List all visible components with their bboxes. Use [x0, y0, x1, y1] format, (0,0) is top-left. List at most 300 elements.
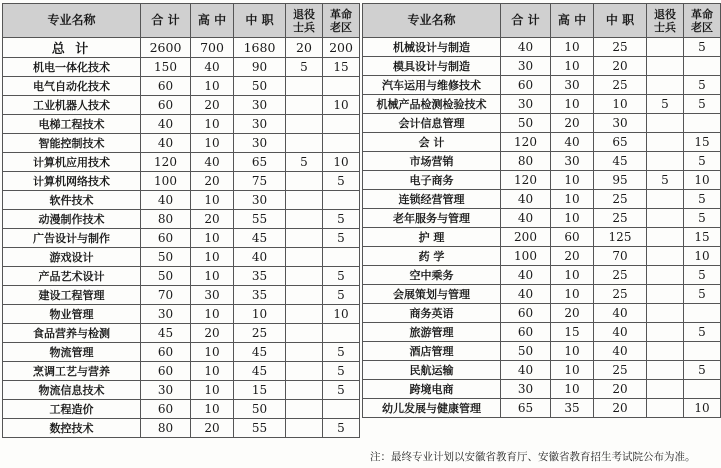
- major-name-cell: 物流管理: [3, 343, 141, 362]
- header-high-school: 高 中: [191, 4, 234, 38]
- revolutionary-area-cell: 15: [323, 58, 360, 77]
- header-vocational: 中 职: [594, 4, 647, 38]
- major-name-cell: 动漫制作技术: [3, 210, 141, 229]
- veterans-cell: [286, 305, 323, 324]
- high-school-cell: 10: [191, 305, 234, 324]
- veterans-cell: 5: [647, 95, 684, 114]
- table-row: [3, 419, 360, 438]
- header-high-school: 高 中: [551, 4, 594, 38]
- total-cell: 80: [141, 419, 191, 438]
- major-name-cell: 物业管理: [3, 305, 141, 324]
- vocational-cell: 25: [594, 285, 647, 304]
- table-row: [3, 248, 360, 267]
- major-name-cell: 连锁经营管理: [363, 190, 501, 209]
- table-row: [3, 343, 360, 362]
- veterans-cell: [286, 96, 323, 115]
- high-school-cell: 40: [191, 58, 234, 77]
- vocational-cell: 90: [234, 58, 286, 77]
- revolutionary-area-cell: 5: [684, 190, 721, 209]
- veterans-cell: [286, 134, 323, 153]
- vocational-cell: 40: [594, 304, 647, 323]
- high-school-cell: 700: [191, 38, 234, 58]
- vocational-cell: 25: [594, 361, 647, 380]
- revolutionary-area-cell: [323, 191, 360, 210]
- major-name-cell: 机械设计与制造: [363, 38, 501, 57]
- major-name-cell: 机械产品检测检验技术: [363, 95, 501, 114]
- high-school-cell: 10: [551, 285, 594, 304]
- vocational-cell: 40: [234, 248, 286, 267]
- table-row: [3, 210, 360, 229]
- revolutionary-area-cell: 5: [684, 152, 721, 171]
- high-school-cell: 10: [551, 171, 594, 190]
- total-cell: 40: [501, 38, 551, 57]
- total-cell: 60: [501, 323, 551, 342]
- major-name-cell: 旅游管理: [363, 323, 501, 342]
- major-name-cell: 民航运输: [363, 361, 501, 380]
- table-row: [3, 38, 360, 58]
- header-total: 合 计: [501, 4, 551, 38]
- high-school-cell: 20: [191, 324, 234, 343]
- table-row: [3, 267, 360, 286]
- left-table-wrapper: [2, 3, 360, 438]
- major-name-cell: 数控技术: [3, 419, 141, 438]
- high-school-cell: 10: [191, 115, 234, 134]
- revolutionary-area-cell: [684, 342, 721, 361]
- total-cell: 50: [141, 248, 191, 267]
- total-cell: 30: [501, 95, 551, 114]
- total-cell: 120: [501, 171, 551, 190]
- veterans-cell: [647, 323, 684, 342]
- revolutionary-area-cell: 5: [684, 209, 721, 228]
- revolutionary-area-cell: [323, 77, 360, 96]
- high-school-cell: 10: [191, 77, 234, 96]
- revolutionary-area-cell: [323, 115, 360, 134]
- total-cell: 65: [501, 399, 551, 418]
- header-total: 合 计: [141, 4, 191, 38]
- table-row: [363, 304, 721, 323]
- total-cell: 60: [141, 229, 191, 248]
- veterans-cell: 5: [286, 58, 323, 77]
- vocational-cell: 40: [594, 323, 647, 342]
- vocational-cell: 20: [594, 57, 647, 76]
- vocational-cell: 70: [594, 247, 647, 266]
- table-row: [3, 362, 360, 381]
- high-school-cell: 10: [191, 267, 234, 286]
- vocational-cell: 35: [234, 286, 286, 305]
- header-revolutionary-area: 革命 老区: [684, 4, 721, 38]
- vocational-cell: 20: [594, 399, 647, 418]
- vocational-cell: 15: [234, 381, 286, 400]
- footnote: 注：最终专业计划以安徽省教育厅、安徽省教育招生考试院公布为准。: [370, 451, 696, 463]
- total-cell: 2600: [141, 38, 191, 58]
- high-school-cell: 10: [191, 381, 234, 400]
- table-row: [3, 115, 360, 134]
- total-cell: 40: [501, 285, 551, 304]
- total-cell: 120: [141, 153, 191, 172]
- total-cell: 100: [501, 247, 551, 266]
- major-name-cell: 幼儿发展与健康管理: [363, 399, 501, 418]
- table-row: [3, 134, 360, 153]
- major-name-cell: 计算机网络技术: [3, 172, 141, 191]
- total-cell: 40: [501, 190, 551, 209]
- revolutionary-area-cell: 5: [323, 362, 360, 381]
- table-row: [363, 342, 721, 361]
- major-name-cell: 老年服务与管理: [363, 209, 501, 228]
- major-name-cell: 模具设计与制造: [363, 57, 501, 76]
- high-school-cell: 10: [191, 400, 234, 419]
- revolutionary-area-cell: [323, 248, 360, 267]
- veterans-cell: 5: [647, 171, 684, 190]
- high-school-cell: 60: [551, 228, 594, 247]
- major-name-cell: 电梯工程技术: [3, 115, 141, 134]
- veterans-cell: [647, 266, 684, 285]
- major-name-cell: 电子商务: [363, 171, 501, 190]
- veterans-cell: [286, 248, 323, 267]
- high-school-cell: 40: [191, 153, 234, 172]
- high-school-cell: 20: [191, 210, 234, 229]
- veterans-cell: [286, 400, 323, 419]
- table-row: [363, 114, 721, 133]
- major-name-cell: 护 理: [363, 228, 501, 247]
- header-vocational: 中 职: [234, 4, 286, 38]
- veterans-cell: [647, 380, 684, 399]
- revolutionary-area-cell: 5: [684, 76, 721, 95]
- high-school-cell: 30: [551, 76, 594, 95]
- header-veterans: 退役 士兵: [286, 4, 323, 38]
- table-row: [363, 133, 721, 152]
- high-school-cell: 15: [551, 323, 594, 342]
- vocational-cell: 20: [594, 380, 647, 399]
- veterans-cell: [647, 38, 684, 57]
- vocational-cell: 10: [594, 95, 647, 114]
- total-cell: 50: [501, 114, 551, 133]
- vocational-cell: 25: [594, 190, 647, 209]
- high-school-cell: 10: [191, 343, 234, 362]
- veterans-cell: [286, 267, 323, 286]
- vocational-cell: 55: [234, 419, 286, 438]
- table-row: [363, 380, 721, 399]
- total-cell: 40: [141, 115, 191, 134]
- table-row: [3, 77, 360, 96]
- table-row: [363, 361, 721, 380]
- veterans-cell: [286, 210, 323, 229]
- high-school-cell: 10: [191, 362, 234, 381]
- total-cell: 100: [141, 172, 191, 191]
- revolutionary-area-cell: 200: [323, 38, 360, 58]
- table-row: [363, 76, 721, 95]
- total-cell: 150: [141, 58, 191, 77]
- total-cell: 60: [501, 304, 551, 323]
- revolutionary-area-cell: 15: [684, 133, 721, 152]
- total-cell: 40: [141, 134, 191, 153]
- revolutionary-area-cell: 10: [323, 153, 360, 172]
- major-name-cell: 食品营养与检测: [3, 324, 141, 343]
- revolutionary-area-cell: 5: [323, 286, 360, 305]
- total-cell: 60: [141, 96, 191, 115]
- revolutionary-area-cell: 5: [684, 38, 721, 57]
- major-name-cell: 机电一体化技术: [3, 58, 141, 77]
- vocational-cell: 30: [594, 114, 647, 133]
- total-cell: 80: [141, 210, 191, 229]
- total-cell: 40: [141, 191, 191, 210]
- table-row: [3, 153, 360, 172]
- vocational-cell: 40: [594, 342, 647, 361]
- table-row: [3, 191, 360, 210]
- total-cell: 60: [501, 76, 551, 95]
- veterans-cell: [647, 57, 684, 76]
- table-row: [3, 58, 360, 77]
- high-school-cell: 10: [191, 191, 234, 210]
- high-school-cell: 20: [551, 304, 594, 323]
- vocational-cell: 50: [234, 77, 286, 96]
- revolutionary-area-cell: [684, 114, 721, 133]
- table-row: [3, 305, 360, 324]
- table-row: [363, 247, 721, 266]
- total-cell: 30: [501, 57, 551, 76]
- revolutionary-area-cell: 5: [684, 95, 721, 114]
- high-school-cell: 20: [191, 96, 234, 115]
- high-school-cell: 10: [551, 361, 594, 380]
- major-name-cell: 跨境电商: [363, 380, 501, 399]
- table-row: [3, 286, 360, 305]
- veterans-cell: [647, 76, 684, 95]
- enrollment-table-left: [2, 3, 360, 438]
- vocational-cell: 30: [234, 191, 286, 210]
- revolutionary-area-cell: 10: [684, 399, 721, 418]
- table-row: [363, 57, 721, 76]
- high-school-cell: 20: [551, 114, 594, 133]
- high-school-cell: 10: [191, 229, 234, 248]
- major-name-cell: 计算机应用技术: [3, 153, 141, 172]
- header-major-name: 专业名称: [363, 4, 501, 38]
- major-name-cell: 工业机器人技术: [3, 96, 141, 115]
- vocational-cell: 45: [234, 229, 286, 248]
- total-cell: 70: [141, 286, 191, 305]
- major-name-cell: 智能控制技术: [3, 134, 141, 153]
- vocational-cell: 75: [234, 172, 286, 191]
- veterans-cell: [286, 381, 323, 400]
- veterans-cell: [286, 324, 323, 343]
- major-name-cell: 建设工程管理: [3, 286, 141, 305]
- veterans-cell: [647, 342, 684, 361]
- vocational-cell: 65: [594, 133, 647, 152]
- revolutionary-area-cell: 5: [323, 172, 360, 191]
- veterans-cell: [647, 190, 684, 209]
- veterans-cell: [647, 133, 684, 152]
- veterans-cell: [286, 286, 323, 305]
- revolutionary-area-cell: 10: [684, 247, 721, 266]
- high-school-cell: 30: [191, 286, 234, 305]
- vocational-cell: 125: [594, 228, 647, 247]
- major-name-cell: 物流信息技术: [3, 381, 141, 400]
- high-school-cell: 10: [551, 57, 594, 76]
- total-cell: 60: [141, 77, 191, 96]
- table-row: [363, 285, 721, 304]
- high-school-cell: 10: [551, 380, 594, 399]
- veterans-cell: 20: [286, 38, 323, 58]
- major-name-cell: 市场营销: [363, 152, 501, 171]
- vocational-cell: 45: [594, 152, 647, 171]
- total-cell: 50: [141, 267, 191, 286]
- header-row: [363, 4, 721, 38]
- table-row: [363, 228, 721, 247]
- high-school-cell: 20: [551, 247, 594, 266]
- revolutionary-area-cell: 5: [684, 285, 721, 304]
- veterans-cell: [286, 115, 323, 134]
- total-cell: 80: [501, 152, 551, 171]
- major-name-cell: 工程造价: [3, 400, 141, 419]
- table-row: [363, 152, 721, 171]
- major-name-cell: 软件技术: [3, 191, 141, 210]
- header-veterans: 退役 士兵: [647, 4, 684, 38]
- vocational-cell: 25: [594, 76, 647, 95]
- veterans-cell: [647, 228, 684, 247]
- revolutionary-area-cell: [684, 304, 721, 323]
- veterans-cell: [647, 399, 684, 418]
- high-school-cell: 10: [551, 342, 594, 361]
- revolutionary-area-cell: 5: [323, 381, 360, 400]
- veterans-cell: [647, 304, 684, 323]
- high-school-cell: 10: [551, 190, 594, 209]
- revolutionary-area-cell: 5: [684, 266, 721, 285]
- revolutionary-area-cell: 5: [323, 210, 360, 229]
- revolutionary-area-cell: 5: [323, 267, 360, 286]
- vocational-cell: 50: [234, 400, 286, 419]
- veterans-cell: [286, 77, 323, 96]
- vocational-cell: 35: [234, 267, 286, 286]
- vocational-cell: 25: [594, 38, 647, 57]
- total-cell: 60: [141, 343, 191, 362]
- total-cell: 60: [141, 400, 191, 419]
- table-row: [363, 266, 721, 285]
- revolutionary-area-cell: [684, 57, 721, 76]
- veterans-cell: [286, 419, 323, 438]
- total-cell: 120: [501, 133, 551, 152]
- major-name-cell: 药 学: [363, 247, 501, 266]
- table-row: [363, 95, 721, 114]
- vocational-cell: 30: [234, 115, 286, 134]
- major-name-cell: 总 计: [3, 38, 141, 58]
- total-cell: 40: [501, 209, 551, 228]
- total-cell: 40: [501, 266, 551, 285]
- revolutionary-area-cell: 5: [323, 229, 360, 248]
- table-row: [3, 96, 360, 115]
- right-table-wrapper: [362, 3, 721, 418]
- total-cell: 50: [501, 342, 551, 361]
- vocational-cell: 30: [234, 134, 286, 153]
- veterans-cell: [286, 229, 323, 248]
- table-row: [3, 324, 360, 343]
- major-name-cell: 会 计: [363, 133, 501, 152]
- total-cell: 40: [501, 361, 551, 380]
- table-row: [3, 381, 360, 400]
- major-name-cell: 汽车运用与维修技术: [363, 76, 501, 95]
- table-row: [363, 209, 721, 228]
- major-name-cell: 酒店管理: [363, 342, 501, 361]
- vocational-cell: 1680: [234, 38, 286, 58]
- vocational-cell: 30: [234, 96, 286, 115]
- major-name-cell: 会展策划与管理: [363, 285, 501, 304]
- right-table-body: [363, 38, 721, 418]
- major-name-cell: 商务英语: [363, 304, 501, 323]
- total-cell: 30: [141, 305, 191, 324]
- high-school-cell: 10: [551, 266, 594, 285]
- table-row: [3, 172, 360, 191]
- high-school-cell: 35: [551, 399, 594, 418]
- high-school-cell: 30: [551, 152, 594, 171]
- revolutionary-area-cell: 5: [323, 343, 360, 362]
- major-name-cell: 会计信息管理: [363, 114, 501, 133]
- high-school-cell: 20: [191, 419, 234, 438]
- header-revolutionary-area: 革命 老区: [323, 4, 360, 38]
- major-name-cell: 电气自动化技术: [3, 77, 141, 96]
- revolutionary-area-cell: 5: [684, 361, 721, 380]
- table-row: [363, 399, 721, 418]
- total-cell: 30: [141, 381, 191, 400]
- high-school-cell: 10: [551, 95, 594, 114]
- revolutionary-area-cell: 5: [684, 323, 721, 342]
- table-row: [363, 323, 721, 342]
- vocational-cell: 25: [234, 324, 286, 343]
- enrollment-table-right: [362, 3, 721, 418]
- total-cell: 45: [141, 324, 191, 343]
- veterans-cell: [647, 361, 684, 380]
- major-name-cell: 广告设计与制作: [3, 229, 141, 248]
- revolutionary-area-cell: [684, 380, 721, 399]
- veterans-cell: [286, 362, 323, 381]
- table-row: [3, 400, 360, 419]
- revolutionary-area-cell: 10: [323, 305, 360, 324]
- revolutionary-area-cell: [323, 324, 360, 343]
- major-name-cell: 空中乘务: [363, 266, 501, 285]
- table-row: [363, 38, 721, 57]
- table-row: [3, 229, 360, 248]
- left-table-body: [3, 38, 360, 438]
- veterans-cell: [647, 247, 684, 266]
- total-cell: 30: [501, 380, 551, 399]
- table-row: [363, 190, 721, 209]
- vocational-cell: 55: [234, 210, 286, 229]
- veterans-cell: [286, 172, 323, 191]
- veterans-cell: [647, 285, 684, 304]
- veterans-cell: [647, 114, 684, 133]
- header-major-name: 专业名称: [3, 4, 141, 38]
- major-name-cell: 游戏设计: [3, 248, 141, 267]
- high-school-cell: 10: [551, 38, 594, 57]
- veterans-cell: [286, 191, 323, 210]
- revolutionary-area-cell: [323, 400, 360, 419]
- vocational-cell: 10: [234, 305, 286, 324]
- total-cell: 60: [141, 362, 191, 381]
- vocational-cell: 25: [594, 266, 647, 285]
- veterans-cell: [647, 152, 684, 171]
- vocational-cell: 95: [594, 171, 647, 190]
- total-cell: 200: [501, 228, 551, 247]
- revolutionary-area-cell: 10: [684, 171, 721, 190]
- revolutionary-area-cell: 10: [323, 96, 360, 115]
- high-school-cell: 40: [551, 133, 594, 152]
- high-school-cell: 20: [191, 172, 234, 191]
- table-row: [363, 171, 721, 190]
- high-school-cell: 10: [191, 248, 234, 267]
- veterans-cell: [286, 343, 323, 362]
- vocational-cell: 25: [594, 209, 647, 228]
- high-school-cell: 10: [551, 209, 594, 228]
- revolutionary-area-cell: [323, 134, 360, 153]
- header-row: [3, 4, 360, 38]
- major-name-cell: 烹调工艺与营养: [3, 362, 141, 381]
- vocational-cell: 65: [234, 153, 286, 172]
